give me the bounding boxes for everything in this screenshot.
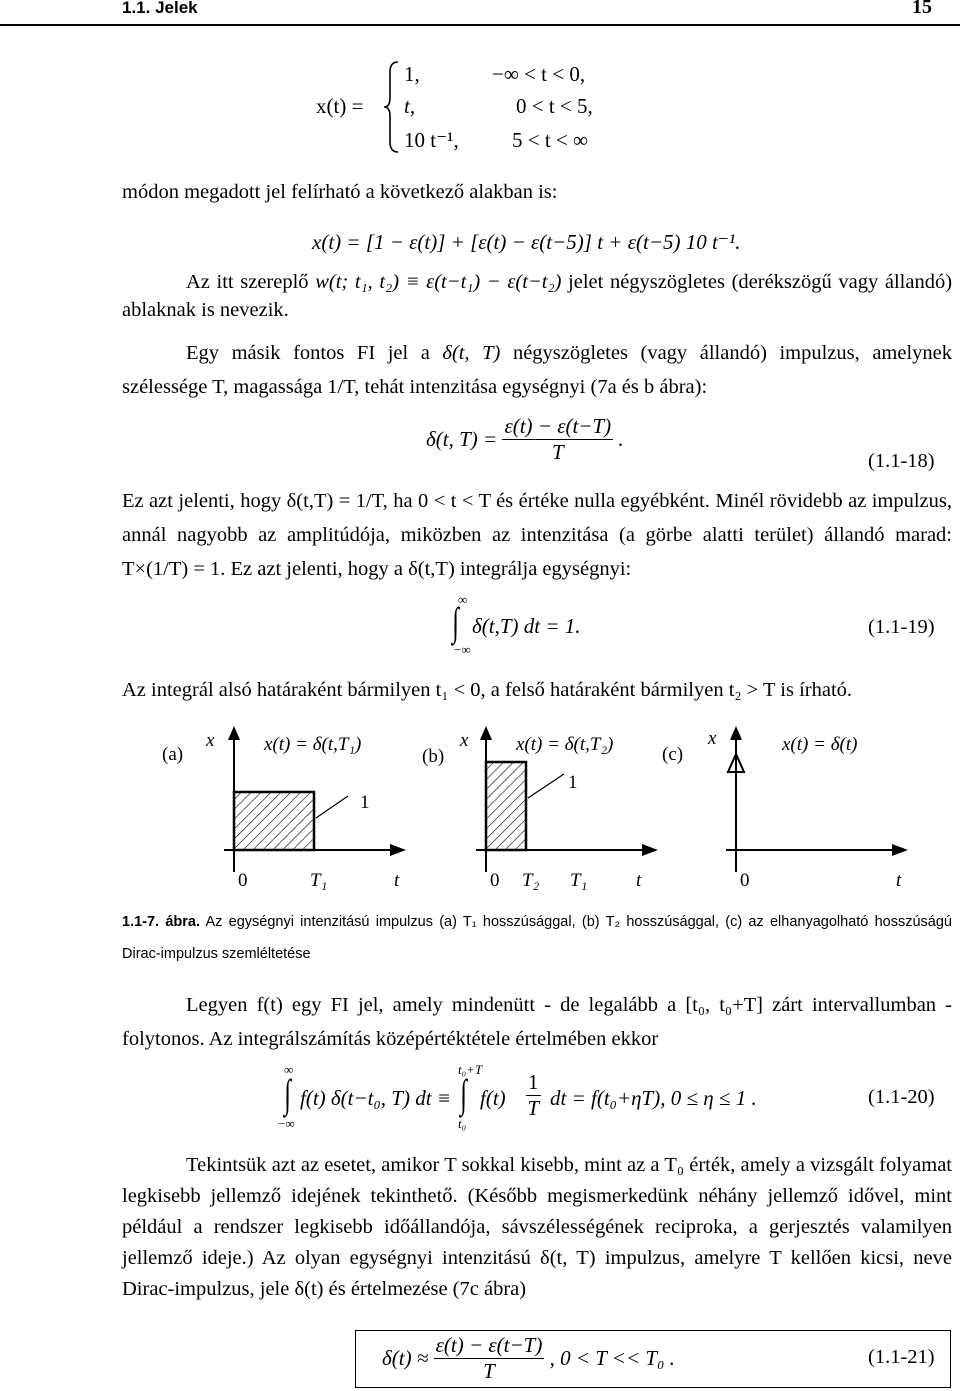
paragraph-2 [122, 268, 952, 324]
eq20-int2-f: f(t) [480, 1086, 506, 1110]
eq20-int2-sign: ∫ [460, 1071, 467, 1116]
case-1-value: 1, [404, 62, 420, 86]
eq18-tail: . [618, 427, 624, 451]
eq19-lower-limit: −∞ [454, 642, 471, 657]
panel-a-title: x(t) = δ(t,T₁) [264, 734, 362, 755]
eq19-integral-sign: ∫ [452, 599, 459, 644]
equation-1-1-21 [382, 1333, 675, 1384]
panel-c-title: x(t) = δ(t) [782, 734, 858, 755]
eq20-frac-den: T [527, 1096, 540, 1120]
page-number: 15 [912, 0, 932, 18]
panel-b-t-axis-label: t [636, 870, 642, 891]
eq20-int2-rest: dt = f(t₀+ηT), 0 ≤ η ≤ 1 . [550, 1086, 757, 1110]
eq19-body: δ(t,T) dt = 1. [472, 614, 581, 638]
equation-1-1-19 [450, 592, 670, 662]
case-2-condition: 0 < t < 5, [516, 94, 593, 118]
paragraph-5: Az integrál alsó határaként bármilyen t₁ < 0, a felső határaként bármilyen t₂ > T is írható. [122, 679, 853, 701]
paragraph-4: Ez azt jelenti, hogy δ(t,T) = 1/T, ha 0 < t < T és értéke nulla egyébként. Minél rövidebb az impulzus, annál nagyobb az amplitúdója, miközben az intenzitása (a görbe alatti terület) állandó marad: T×(1/T) = 1. Ez azt jelenti, hogy a δ(t,T) integrálja egységnyi: [122, 490, 952, 580]
eq18-denominator: T [551, 440, 564, 464]
window-function: w(t; t₁, t₂) ≡ ε(t−t₁) − ε(t−t₂) [315, 271, 562, 293]
panel-a-plot [220, 724, 410, 874]
panel-c-y-arrow [730, 726, 742, 740]
panel-c-y-axis-label: x [708, 728, 717, 749]
eq18-fraction [502, 414, 613, 465]
case-2-value: t, [404, 94, 416, 118]
eq20-int1-sign: ∫ [284, 1071, 291, 1116]
paragraph-2-start: Az itt szereplő [186, 271, 309, 293]
panel-a-height-label: 1 [360, 792, 370, 813]
paragraph-7: Tekintsük azt az esetet, amikor T sokkal kisebb, mint az a T₀ érték, amely a vizsgált folyamat legkisebb jellemző idejének tekinthető. (Később megismerkedünk néhány jellemző idővel, mint például a rendszer legkisebb időállandója, sávszélességének reciproka, a gerjesztés valamilyen jellemző ideje.) Az olyan egységnyi intenzitású δ(t, T) impulzus, amelyre T kellően kicsi, neve Dirac-impulzus, jele δ(t) és értelmezése (7c ábra) [122, 1154, 952, 1300]
panel-b-height-label: 1 [568, 772, 578, 793]
figure-1-1-7 [160, 724, 960, 900]
eq19-number: (1.1-19) [868, 616, 935, 638]
eq20-int1-lower: −∞ [278, 1116, 295, 1131]
panel-a-pulse [234, 792, 314, 850]
panel-b-tick-0: 0 [490, 870, 500, 891]
eq18-lhs: δ(t, T) = [426, 427, 498, 451]
panel-c-x-arrow [892, 844, 908, 856]
pulse-symbol: δ(t, T) [442, 342, 501, 364]
panel-b-tick-T2: T₂ [522, 870, 540, 891]
panel-c-tag: (c) [662, 744, 684, 765]
left-brace [382, 60, 400, 154]
paragraph-3 [122, 336, 952, 404]
panel-b-tag: (b) [422, 746, 445, 767]
panel-b-y-axis-label: x [460, 730, 469, 751]
eq18-numerator: ε(t) − ε(t−T) [504, 414, 612, 438]
eq20-int1-body: f(t) δ(t−t₀, T) dt ≡ [300, 1086, 451, 1110]
eq21-denominator: T [483, 1359, 495, 1383]
eq21-tail: , 0 < T << T₀ . [549, 1346, 675, 1370]
eq20-int2-upper: t₀+T [458, 1062, 483, 1077]
paragraph-1: módon megadott jel felírható a következő alakban is: [122, 181, 558, 203]
eq20-frac-num: 1 [528, 1070, 539, 1094]
equation-x-expanded: x(t) = [1 − ε(t)] + [ε(t) − ε(t−5)] t + ε(t−5) 10 t⁻¹. [312, 230, 741, 254]
panel-c-t-axis-label: t [896, 870, 902, 891]
paragraph-6: Legyen f(t) egy FI jel, amely mindenütt - de legalább a [t₀, t₀+T] zárt intervallumban - folytonos. Az integrálszámítás középértéktétele értelmében ekkor [122, 994, 952, 1050]
panel-b-leader [528, 774, 564, 798]
eq18-number: (1.1-18) [868, 450, 935, 472]
panel-c-tick-0: 0 [740, 870, 750, 891]
caption-text: Az egységnyi intenzitású impulzus (a) T₁ hosszúsággal, (b) T₂ hosszúsággal, (c) az elhanyagolható hosszúságú Dirac-impulzus szemléltetése [122, 914, 952, 962]
eq21-lhs: δ(t) ≈ [382, 1346, 429, 1370]
piecewise-equation [316, 58, 676, 158]
panel-a-leader [316, 796, 348, 818]
panel-b-tick-T1: T₁ [570, 870, 588, 891]
paragraph-2-end: jelet négyszögletes (derékszögű vagy állandó) ablaknak is nevezik. [122, 271, 953, 321]
caption-label: 1.1-7. ábra. [122, 914, 200, 930]
paragraph-3-start: Egy másik fontos FI jel a [186, 342, 430, 364]
equation-1-1-20 [278, 1062, 842, 1142]
paragraph-3-end: négyszögletes (vagy állandó) impulzus, amelynek szélessége T, magassága 1/T, tehát intenzitása egységnyi (7a és b ábra): [122, 342, 953, 398]
equation-1-1-18 [426, 414, 624, 465]
panel-b-title: x(t) = δ(t,T₂) [516, 734, 614, 755]
case-1-condition: −∞ < t < 0, [492, 62, 586, 86]
equation-1-1-21-box [355, 1330, 951, 1388]
eq21-number: (1.1-21) [868, 1346, 935, 1368]
panel-a-tick-0: 0 [238, 870, 248, 891]
eq20-int1-upper: ∞ [284, 1062, 294, 1077]
panel-b-x-arrow [642, 844, 658, 856]
panel-c-plot [722, 724, 912, 874]
page-header [0, 0, 960, 26]
piecewise-lhs: x(t) = [316, 94, 364, 118]
panel-a-y-axis-label: x [206, 730, 215, 751]
panel-a-t-axis-label: t [394, 870, 400, 891]
panel-b-pulse [486, 762, 526, 850]
eq19-upper-limit: ∞ [458, 592, 468, 607]
eq20-int2-lower: t₀ [458, 1116, 467, 1131]
panel-a-y-arrow [228, 726, 240, 740]
eq21-numerator: ε(t) − ε(t−T) [435, 1333, 543, 1357]
panel-a-tag: (a) [162, 744, 184, 765]
panel-a-tick-T1: T₁ [310, 870, 328, 891]
panel-b-plot [472, 724, 662, 874]
eq20-fraction [526, 1070, 541, 1121]
eq20-number: (1.1-20) [868, 1086, 935, 1108]
running-head: 1.1. Jelek [122, 0, 198, 17]
panel-b-y-arrow [480, 726, 492, 740]
panel-a-x-arrow [390, 844, 406, 856]
eq21-fraction [434, 1333, 545, 1384]
case-3-value: 10 t⁻¹, [404, 128, 459, 152]
figure-caption [122, 906, 952, 970]
case-3-condition: 5 < t < ∞ [512, 128, 588, 152]
